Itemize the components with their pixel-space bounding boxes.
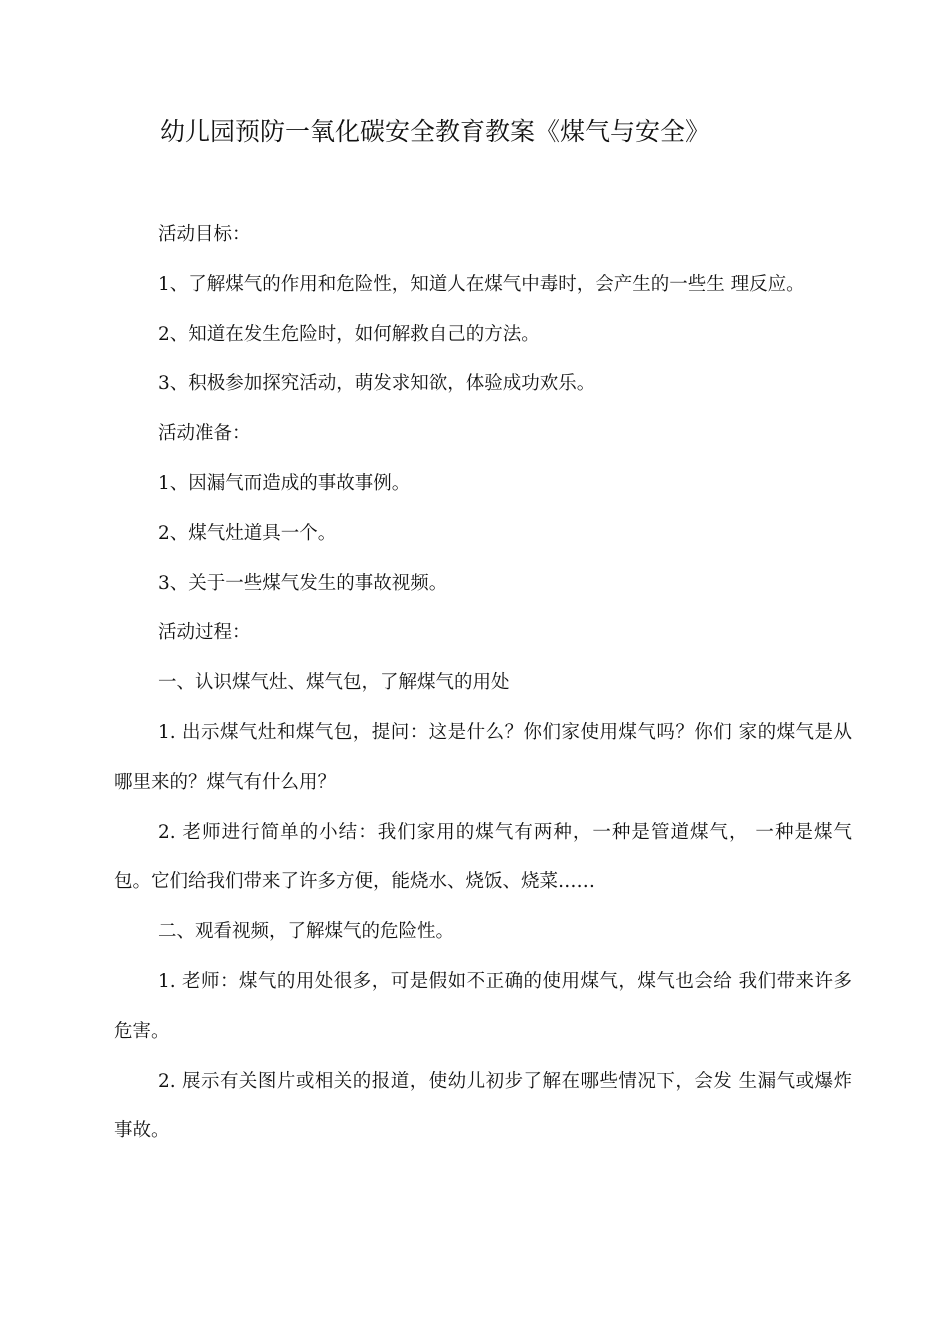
preparation-item-2: 2、煤气灶道具一个。 <box>158 522 337 544</box>
goal-item-1: 1、了解煤气的作用和危险性，知道人在煤气中毒时，会产生的一些生 理反应。 <box>158 273 805 295</box>
preparation-item-3: 3、关于一些煤气发生的事故视频。 <box>158 572 448 594</box>
process-step-1-item-1: 1. 出示煤气灶和煤气包，提问：这是什么？你们家使用煤气吗？你们 家的煤气是从哪里来的？煤气有什么用？ <box>114 721 852 793</box>
process-step-2-item-1: 1. 老师：煤气的用处很多，可是假如不正确的使用煤气，煤气也会给 我们带来许多危害。 <box>114 970 852 1042</box>
process-step-2-heading: 二、观看视频，了解煤气的危险性。 <box>158 921 455 943</box>
preparation-item-1: 1、因漏气而造成的事故事例。 <box>158 472 411 494</box>
goal-item-2: 2、知道在发生危险时，如何解救自己的方法。 <box>158 323 540 345</box>
document-body <box>114 210 852 1156</box>
section-heading-process: 活动过程： <box>158 622 251 644</box>
goal-item-3: 3、积极参加探究活动，萌发求知欲，体验成功欢乐。 <box>158 373 596 395</box>
section-heading-goals: 活动目标： <box>158 224 251 245</box>
process-step-2-item-2: 2. 展示有关图片或相关的报道，使幼儿初步了解在哪些情况下，会发 生漏气或爆炸事故。 <box>114 1070 852 1142</box>
process-step-1-item-2: 2. 老师进行简单的小结：我们家用的煤气有两种，一种是管道煤气， 一种是煤气包。它们给我们带来了许多方便，能烧水、烧饭、烧菜…… <box>114 821 852 893</box>
section-heading-preparation: 活动准备： <box>158 423 251 445</box>
process-step-1-heading: 一、认识煤气灶、煤气包，了解煤气的用处 <box>158 672 510 694</box>
document-title: 幼儿园预防一氧化碳安全教育教案《煤气与安全》 <box>160 117 711 146</box>
